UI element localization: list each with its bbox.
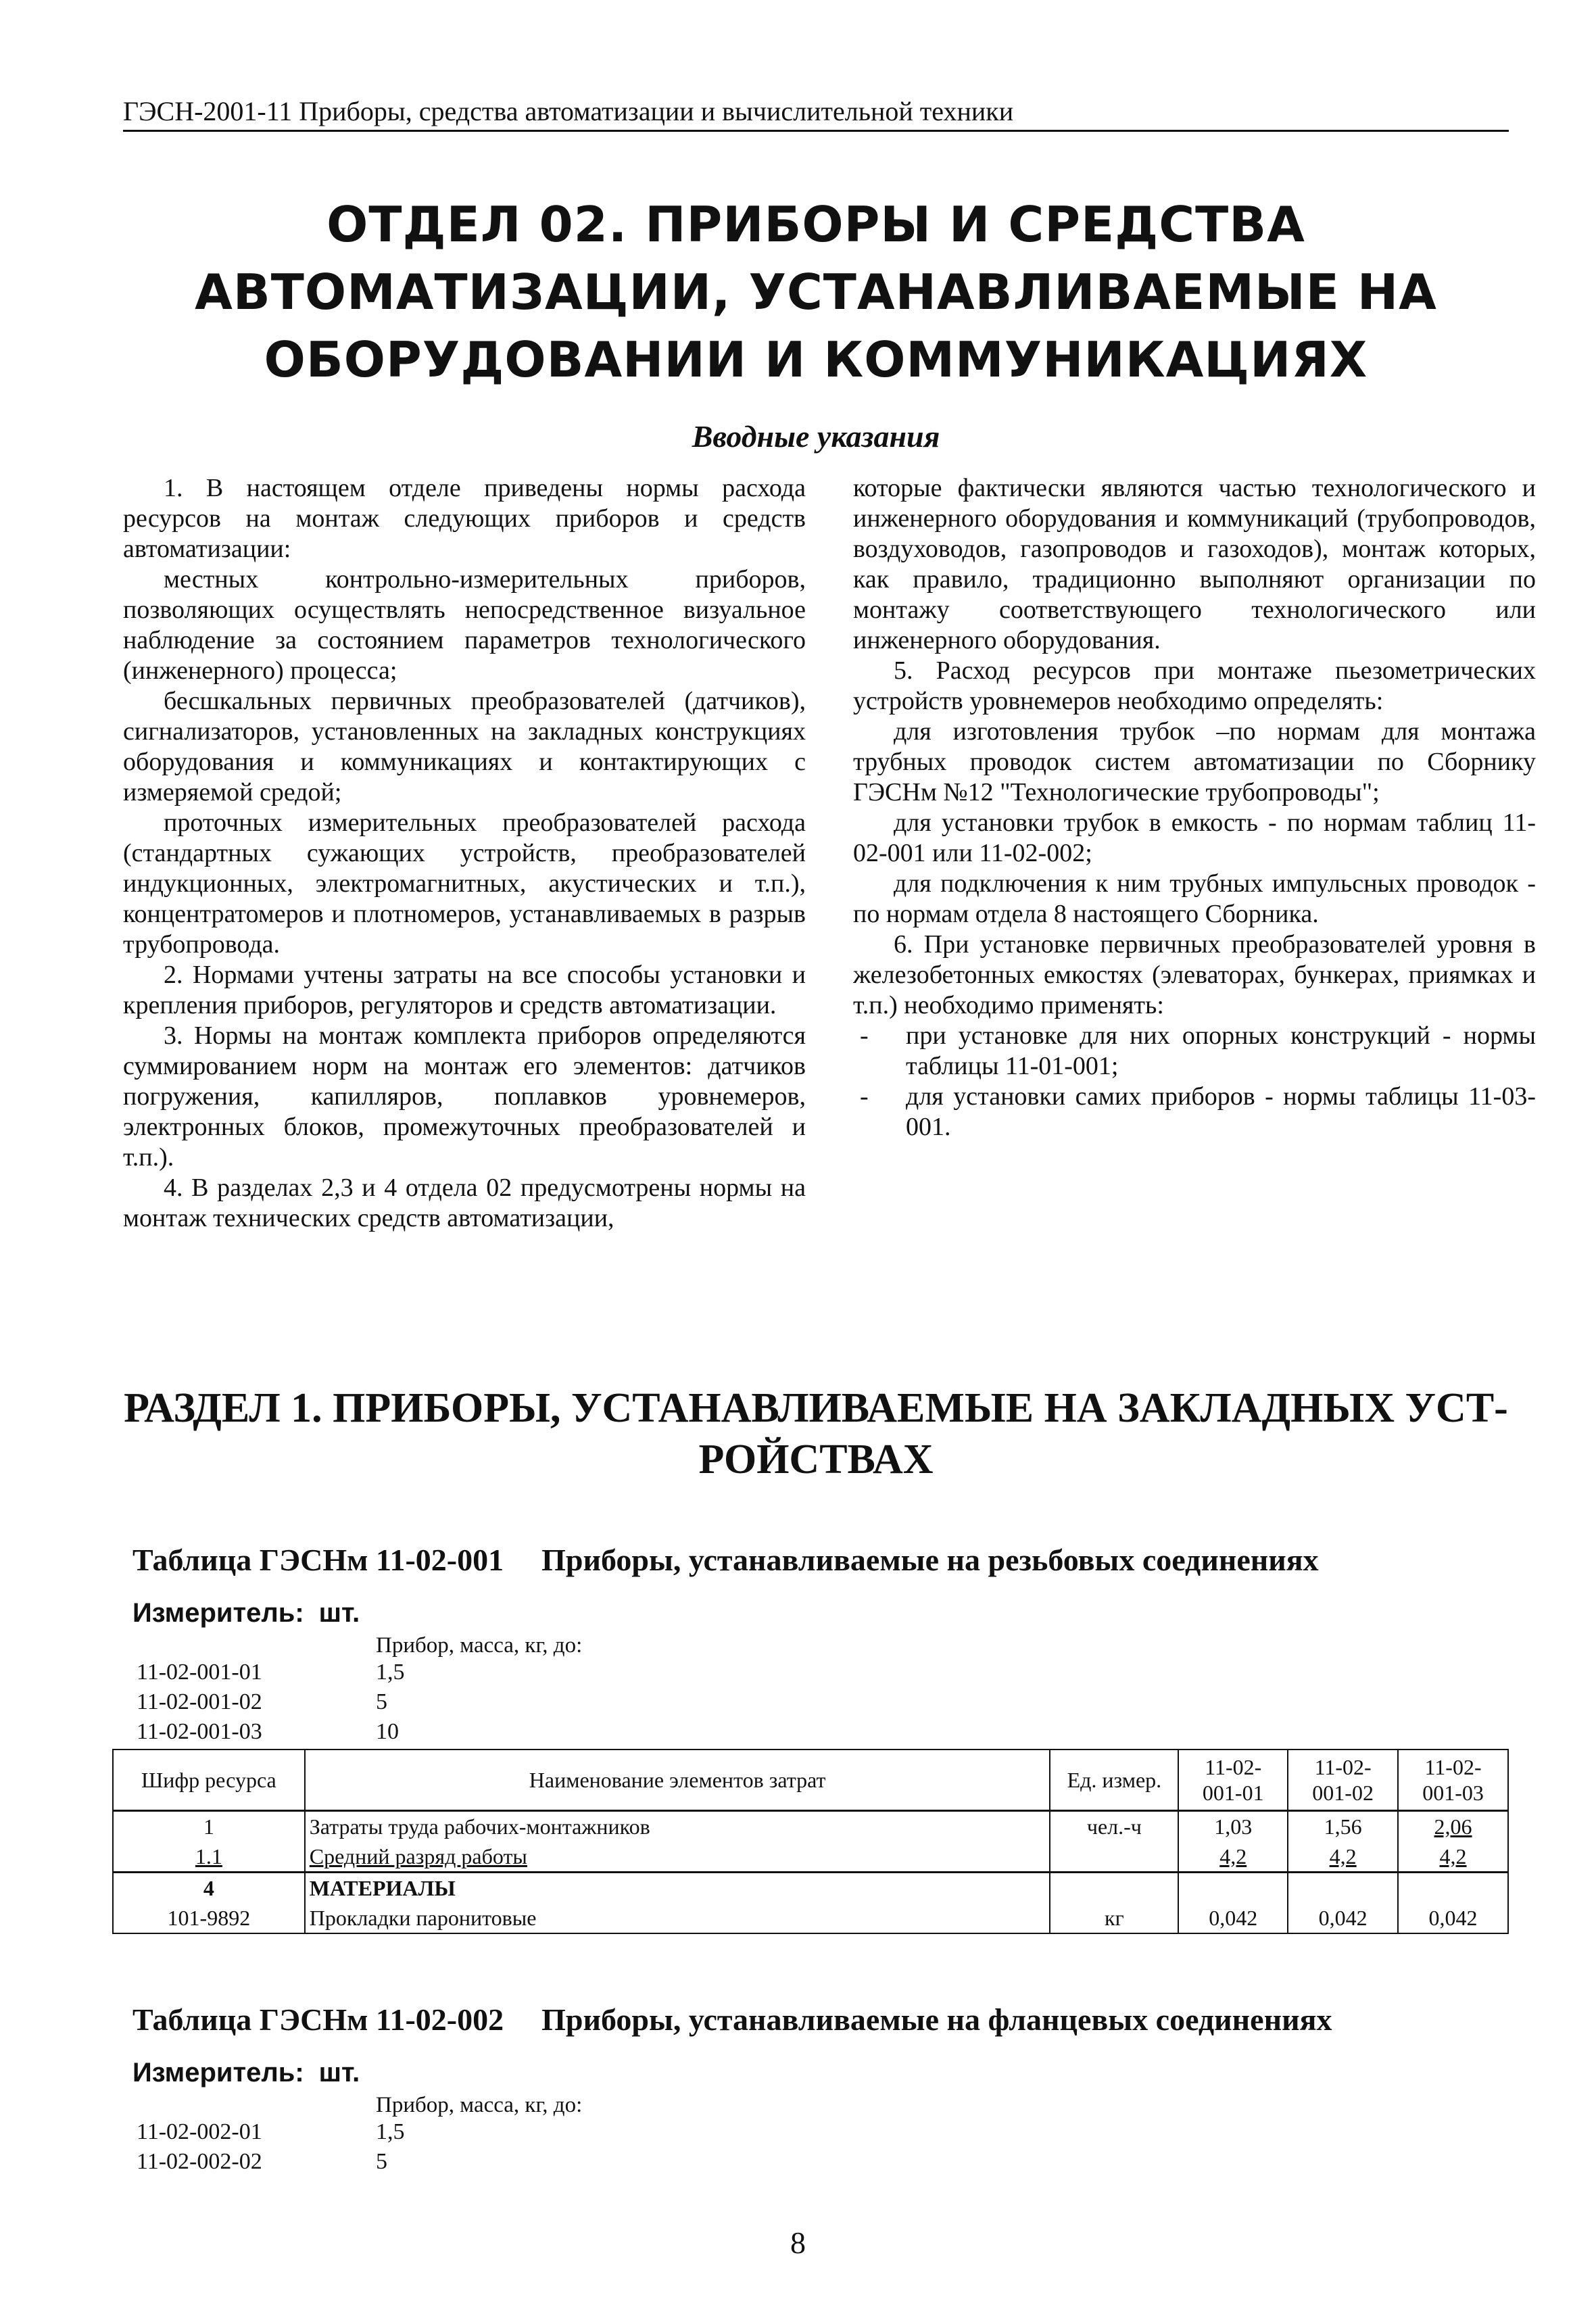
header-norm-line: 11-02- xyxy=(1314,1755,1372,1779)
table2-name: Приборы, устанавливаемые на фланцевых соединениях xyxy=(541,2002,1332,2037)
cell-code: 1 xyxy=(113,1811,305,1842)
param-value: 10 xyxy=(376,1719,399,1744)
page-number: 8 xyxy=(790,2225,806,2260)
param-value: 1,5 xyxy=(376,1660,405,1685)
section-title xyxy=(123,1382,1509,1485)
intro-paragraph: 4. В разделах 2,3 и 4 отдела 02 предусмотрены нормы на монтаж технических средств автоматизации, xyxy=(123,1174,806,1232)
cell-value: 0,042 xyxy=(1288,1903,1398,1933)
cell-name: МАТЕРИАЛЫ xyxy=(305,1873,1050,1904)
table1-param-row xyxy=(137,1658,405,1687)
intro-paragraph-continuation: которые фактически являются частью технологического и инженерного оборудования и коммуникаций (трубопроводов, воздуховодов, газопроводов и газоходов), монтаж которых, как правило, традиционно выполняют организации по монтажу соответствующего технологического или инженерного оборудования. xyxy=(853,474,1536,654)
unit-label: Измеритель: xyxy=(132,1598,304,1628)
intro-paragraph: 6. При установке первичных преобразователей уровня в железобетонных емкостях (элеваторах, бункерах, приямках и т.п.) необходимо применять: xyxy=(853,930,1536,1019)
param-code: 11-02-001-01 xyxy=(137,1660,262,1685)
table1-param-row xyxy=(137,1687,387,1717)
table1-unit xyxy=(132,1597,360,1629)
header-norm-line: 001-02 xyxy=(1312,1781,1374,1805)
cell-unit xyxy=(1050,1841,1178,1873)
header-norm-column xyxy=(1288,1750,1398,1811)
intro-paragraph: для подключения к ним трубных импульсных проводок - по нормам отдела 8 настоящего Сборника. xyxy=(853,869,1536,928)
cell-value: 1,03 xyxy=(1178,1811,1288,1842)
cell-value xyxy=(1288,1873,1398,1904)
intro-paragraph: для установки трубок в емкость - по нормам таблиц 11-02-001 или 11-02-002; xyxy=(853,809,1536,867)
section-title-line: РАЗДЕЛ 1. ПРИБОРЫ, УСТАНАВЛИВАЕМЫЕ НА ЗАКЛАДНЫХ УСТ- xyxy=(124,1385,1508,1431)
table1-code: Таблица ГЭСНм 11-02-001 xyxy=(132,1543,504,1577)
table2-title xyxy=(132,2001,1512,2039)
table1-name: Приборы, устанавливаемые на резьбовых соединениях xyxy=(541,1543,1319,1577)
table2-param-caption: Прибор, масса, кг, до: xyxy=(376,2093,583,2117)
department-title-line: ОТДЕЛ 02. ПРИБОРЫ И СРЕДСТВА xyxy=(327,196,1305,253)
header-norm-line: 11-02- xyxy=(1424,1755,1482,1779)
cell-name: Прокладки паронитовые xyxy=(305,1903,1050,1933)
table1-param-caption: Прибор, масса, кг, до: xyxy=(376,1633,583,1658)
cell-value: 1,56 xyxy=(1288,1811,1398,1842)
section-title-line: РОЙСТВАХ xyxy=(698,1437,934,1482)
header-norm-line: 001-01 xyxy=(1202,1781,1264,1805)
dash-list-text: для установки самих приборов - нормы таблицы 11-03-001. xyxy=(906,1082,1536,1141)
cell-name: Затраты труда рабочих-монтажников xyxy=(305,1811,1050,1842)
cell-unit: чел.-ч xyxy=(1050,1811,1178,1842)
cell-value: 4,2 xyxy=(1178,1841,1288,1873)
cell-code: 1.1 xyxy=(113,1841,305,1873)
table2-code: Таблица ГЭСНм 11-02-002 xyxy=(132,2002,504,2037)
cell-value: 4,2 xyxy=(1288,1841,1398,1873)
cell-value xyxy=(1398,1873,1508,1904)
dash-list-item xyxy=(853,1082,1536,1142)
header-norm-line: 001-03 xyxy=(1422,1781,1484,1805)
param-value: 5 xyxy=(376,2149,387,2174)
intro-paragraph: местных контрольно-измерительных приборов, позволяющих осуществлять непосредственное визуальное наблюдение за состоянием параметров технологического (инженерного) процесса; xyxy=(123,565,806,685)
cell-unit xyxy=(1050,1873,1178,1904)
department-title-line: АВТОМАТИЗАЦИИ, УСТАНАВЛИВАЕМЫЕ НА xyxy=(195,264,1437,320)
table-row xyxy=(113,1841,1508,1873)
intro-heading: Вводные указания xyxy=(692,419,940,454)
header-code: Шифр ресурса xyxy=(113,1750,305,1811)
intro-left-column xyxy=(123,473,806,1234)
unit-label: Измеритель: xyxy=(132,2058,304,2088)
table2-unit xyxy=(132,2056,360,2089)
header-norm-column xyxy=(1178,1750,1288,1811)
header-unit: Ед. измер. xyxy=(1050,1750,1178,1811)
table2-param-row xyxy=(137,2117,405,2147)
cell-value: 2,06 xyxy=(1398,1811,1508,1842)
header-norm-line: 11-02- xyxy=(1205,1755,1262,1779)
unit-value: шт. xyxy=(318,2058,360,2088)
param-code: 11-02-002-01 xyxy=(137,2119,262,2144)
param-code: 11-02-001-03 xyxy=(137,1719,262,1744)
table2-param-row xyxy=(137,2147,387,2177)
cell-value: 0,042 xyxy=(1178,1903,1288,1933)
intro-paragraph: 3. Нормы на монтаж комплекта приборов определяются суммированием норм на монтаж его элементов: датчиков погружения, капилляров, поплавков уровнемеров, электронных блоков, промежуточных преобразователей и т.п.). xyxy=(123,1021,806,1172)
intro-paragraph: бесшкальных первичных преобразователей (датчиков), сигнализаторов, установленных на закладных конструкциях оборудования и коммуникациях и контактирующих с измеряемой средой; xyxy=(123,687,806,806)
department-title-line: ОБОРУДОВАНИИ И КОММУНИКАЦИЯХ xyxy=(264,331,1368,388)
param-code: 11-02-001-02 xyxy=(137,1689,262,1714)
table1-param-row xyxy=(137,1717,399,1747)
unit-value: шт. xyxy=(318,1598,360,1628)
param-value: 5 xyxy=(376,1689,387,1714)
dash-list-text: при установке для них опорных конструкций - нормы таблицы 11-01-001; xyxy=(906,1021,1536,1080)
dash-list-item xyxy=(853,1021,1536,1082)
param-value: 1,5 xyxy=(376,2119,405,2144)
cell-name: Средний разряд работы xyxy=(305,1841,1050,1873)
cell-unit: кг xyxy=(1050,1903,1178,1933)
cell-value: 4,2 xyxy=(1398,1841,1508,1873)
param-code: 11-02-002-02 xyxy=(137,2149,262,2174)
intro-paragraph: для изготовления трубок –по нормам для монтажа трубных проводок систем автоматизации по Сборнику ГЭСНм №12 "Технологические трубопроводы"; xyxy=(853,717,1536,806)
dash-list xyxy=(853,1021,1536,1142)
header-name: Наименование элементов затрат xyxy=(305,1750,1050,1811)
resource-table xyxy=(112,1749,1509,1934)
intro-paragraph: 2. Нормами учтены затраты на все способы установки и крепления приборов, регуляторов и средств автоматизации. xyxy=(123,961,806,1019)
intro-paragraph: 1. В настоящем отделе приведены нормы расхода ресурсов на монтаж следующих приборов и средств автоматизации: xyxy=(123,474,806,563)
intro-right-column xyxy=(853,473,1536,1142)
cell-code: 4 xyxy=(113,1873,305,1904)
table1-title xyxy=(132,1541,1512,1579)
dash-marker: - xyxy=(860,1021,869,1050)
department-title xyxy=(123,191,1509,393)
dash-marker: - xyxy=(860,1082,869,1111)
cell-value: 0,042 xyxy=(1398,1903,1508,1933)
cell-code: 101-9892 xyxy=(113,1903,305,1933)
running-header: ГЭСН-2001-11 Приборы, средства автоматизации и вычислительной техники xyxy=(123,95,1509,132)
table-row xyxy=(113,1873,1508,1904)
intro-paragraph: проточных измерительных преобразователей расхода (стандартных сужающих устройств, преобразователей индукционных, электромагнитных, акустических и т.п.), концентратомеров и плотномеров, устанавливаемых в разрыв трубопровода. xyxy=(123,809,806,959)
table-header-row xyxy=(113,1750,1508,1811)
table-row xyxy=(113,1811,1508,1842)
table-row xyxy=(113,1903,1508,1933)
header-norm-column xyxy=(1398,1750,1508,1811)
intro-paragraph: 5. Расход ресурсов при монтаже пьезометрических устройств уровнемеров необходимо определять: xyxy=(853,656,1536,715)
cell-value xyxy=(1178,1873,1288,1904)
